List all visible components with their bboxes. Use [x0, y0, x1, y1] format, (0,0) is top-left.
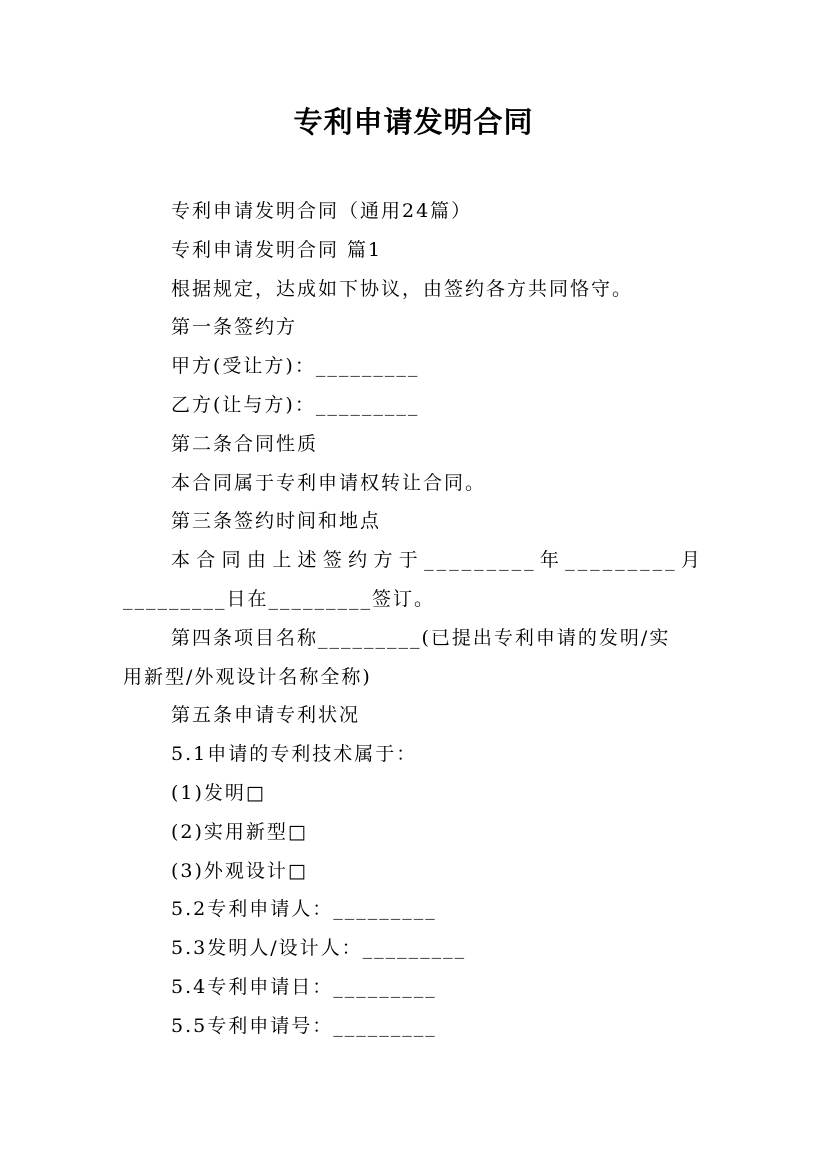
document-title: 专利申请发明合同 [293, 105, 534, 139]
clause-line: 5.5专利申请号：_________ [171, 1014, 437, 1037]
paragraph-continuation: _________日在_________签订。 [123, 587, 436, 610]
option-invention: (1)发明□ [171, 781, 266, 804]
clause-line: 5.2专利申请人：_________ [171, 898, 437, 921]
subtitle-line: 专利申请发明合同（通用24篇） [171, 200, 473, 222]
article-heading: 第二条合同性质 [171, 432, 319, 455]
option-design: (3)外观设计□ [171, 859, 308, 882]
article-heading: 第五条申请专利状况 [171, 704, 361, 727]
paragraph: 第四条项目名称_________(已提出专利申请的发明/实 [171, 626, 671, 649]
paragraph: 本合同由上述签约方于_________年_________月 [171, 549, 703, 572]
party-a-line: 甲方(受让方)：_________ [171, 355, 420, 378]
option-utility-model: (2)实用新型□ [171, 820, 308, 843]
article-heading: 第一条签约方 [171, 316, 298, 339]
paragraph-continuation: 用新型/外观设计名称全称) [123, 665, 372, 688]
paragraph: 本合同属于专利申请权转让合同。 [171, 471, 487, 494]
document-body [123, 192, 703, 1046]
clause-line: 5.3发明人/设计人：_________ [171, 937, 467, 960]
paragraph: 根据规定，达成如下协议，由签约各方共同恪守。 [171, 277, 634, 300]
section-heading: 专利申请发明合同 篇1 [171, 238, 383, 261]
party-b-line: 乙方(让与方)：_________ [171, 393, 420, 416]
clause-line: 5.4专利申请日：_________ [171, 975, 437, 998]
article-heading: 第三条签约时间和地点 [171, 510, 382, 533]
clause-line: 5.1申请的专利技术属于： [171, 743, 418, 766]
